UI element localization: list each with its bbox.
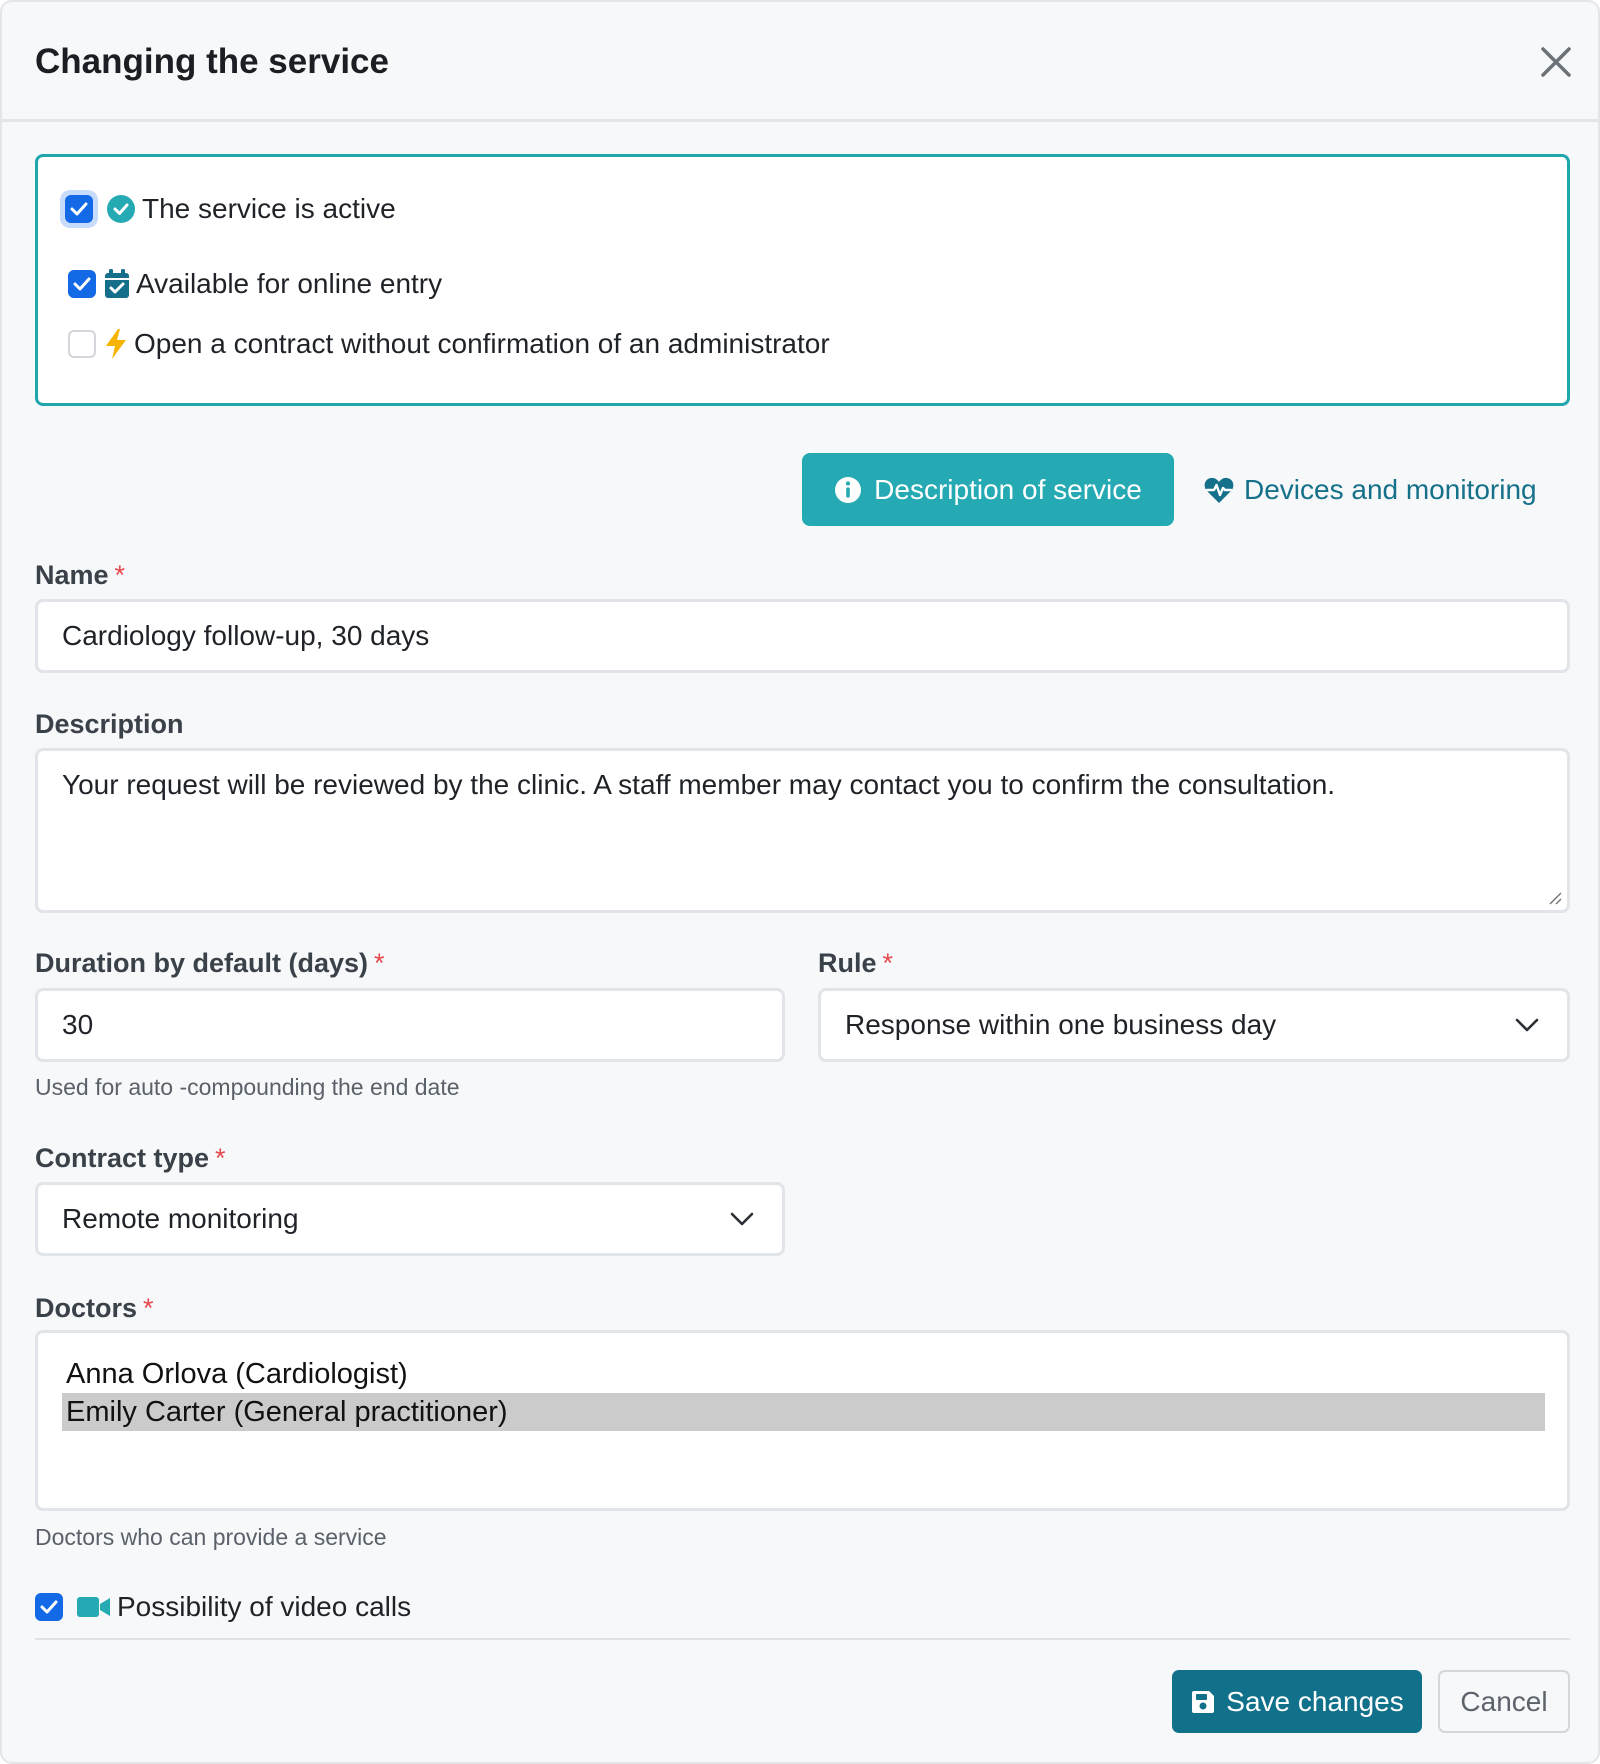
close-button[interactable] xyxy=(1536,42,1576,82)
doctors-label: Doctors * xyxy=(35,1293,154,1323)
check-circle-icon xyxy=(106,194,136,224)
description-textarea[interactable] xyxy=(35,748,1570,913)
check-icon xyxy=(73,277,91,291)
duration-value: 30 xyxy=(62,1009,94,1040)
tab-devices-label: Devices and monitoring xyxy=(1244,473,1537,505)
contract-type-label: Contract type * xyxy=(35,1143,226,1173)
active-row xyxy=(60,190,396,228)
tab-description-of-service[interactable] xyxy=(802,453,1174,526)
resize-handle-icon xyxy=(1547,890,1563,906)
close-icon xyxy=(1536,42,1576,82)
save-icon xyxy=(1190,1689,1216,1715)
modal-header xyxy=(2,2,1600,122)
check-icon xyxy=(70,202,88,216)
doctor-option[interactable]: Anna Orlova (Cardiologist) xyxy=(66,1357,408,1390)
rule-label: Rule * xyxy=(818,948,894,978)
contract-row xyxy=(68,328,830,360)
online-row xyxy=(68,268,442,300)
active-checkbox-focus xyxy=(60,190,98,228)
rule-select[interactable] xyxy=(818,988,1570,1062)
cancel-button[interactable]: Cancel xyxy=(1438,1670,1570,1733)
online-checkbox[interactable] xyxy=(68,270,96,298)
description-value: Your request will be reviewed by the clinic. A staff member may contact you to confirm the consultation. xyxy=(62,769,1336,800)
calendar-check-icon xyxy=(104,269,130,299)
info-circle-icon xyxy=(834,476,862,504)
service-status-box xyxy=(35,154,1570,406)
tab-description-label: Description of service xyxy=(874,473,1142,505)
contract-type-value: Remote monitoring xyxy=(62,1203,299,1234)
name-input[interactable] xyxy=(35,599,1570,673)
duration-hint: Used for auto -compounding the end date xyxy=(35,1074,460,1100)
lightning-icon xyxy=(104,329,128,359)
required-mark: * xyxy=(143,1293,154,1323)
name-value: Cardiology follow-up, 30 days xyxy=(62,620,430,651)
contract-type-select[interactable] xyxy=(35,1182,785,1256)
active-checkbox[interactable] xyxy=(65,195,93,223)
name-label: Name * xyxy=(35,560,126,590)
check-icon xyxy=(40,1600,58,1614)
active-label: The service is active xyxy=(142,193,396,224)
chevron-down-icon xyxy=(730,1212,754,1226)
required-mark: * xyxy=(215,1143,226,1173)
doctors-listbox[interactable] xyxy=(35,1330,1570,1511)
doctor-option-selected[interactable]: Emily Carter (General practitioner) xyxy=(62,1393,1545,1431)
modal-title: Changing the service xyxy=(35,42,389,81)
required-mark: * xyxy=(882,948,894,978)
footer-divider xyxy=(35,1638,1570,1640)
rule-value: Response within one business day xyxy=(845,1009,1277,1040)
video-camera-icon xyxy=(77,1595,111,1619)
required-mark: * xyxy=(114,560,126,590)
doctors-hint: Doctors who can provide a service xyxy=(35,1524,387,1550)
video-calls-row xyxy=(35,1591,411,1623)
save-changes-label: Save changes xyxy=(1226,1685,1404,1717)
required-mark: * xyxy=(374,948,385,978)
description-label: Description xyxy=(35,709,184,739)
chevron-down-icon xyxy=(1515,1018,1539,1032)
contract-checkbox[interactable] xyxy=(68,330,96,358)
video-calls-checkbox[interactable] xyxy=(35,1593,63,1621)
contract-label: Open a contract without confirmation of an administrator xyxy=(134,328,830,359)
heart-pulse-icon xyxy=(1204,476,1234,504)
tab-devices-and-monitoring[interactable] xyxy=(1204,453,1537,526)
duration-label: Duration by default (days) * xyxy=(35,948,385,978)
duration-input[interactable] xyxy=(35,988,785,1062)
online-label: Available for online entry xyxy=(136,268,443,299)
video-calls-label: Possibility of video calls xyxy=(117,1591,412,1622)
save-changes-button[interactable] xyxy=(1172,1670,1422,1733)
